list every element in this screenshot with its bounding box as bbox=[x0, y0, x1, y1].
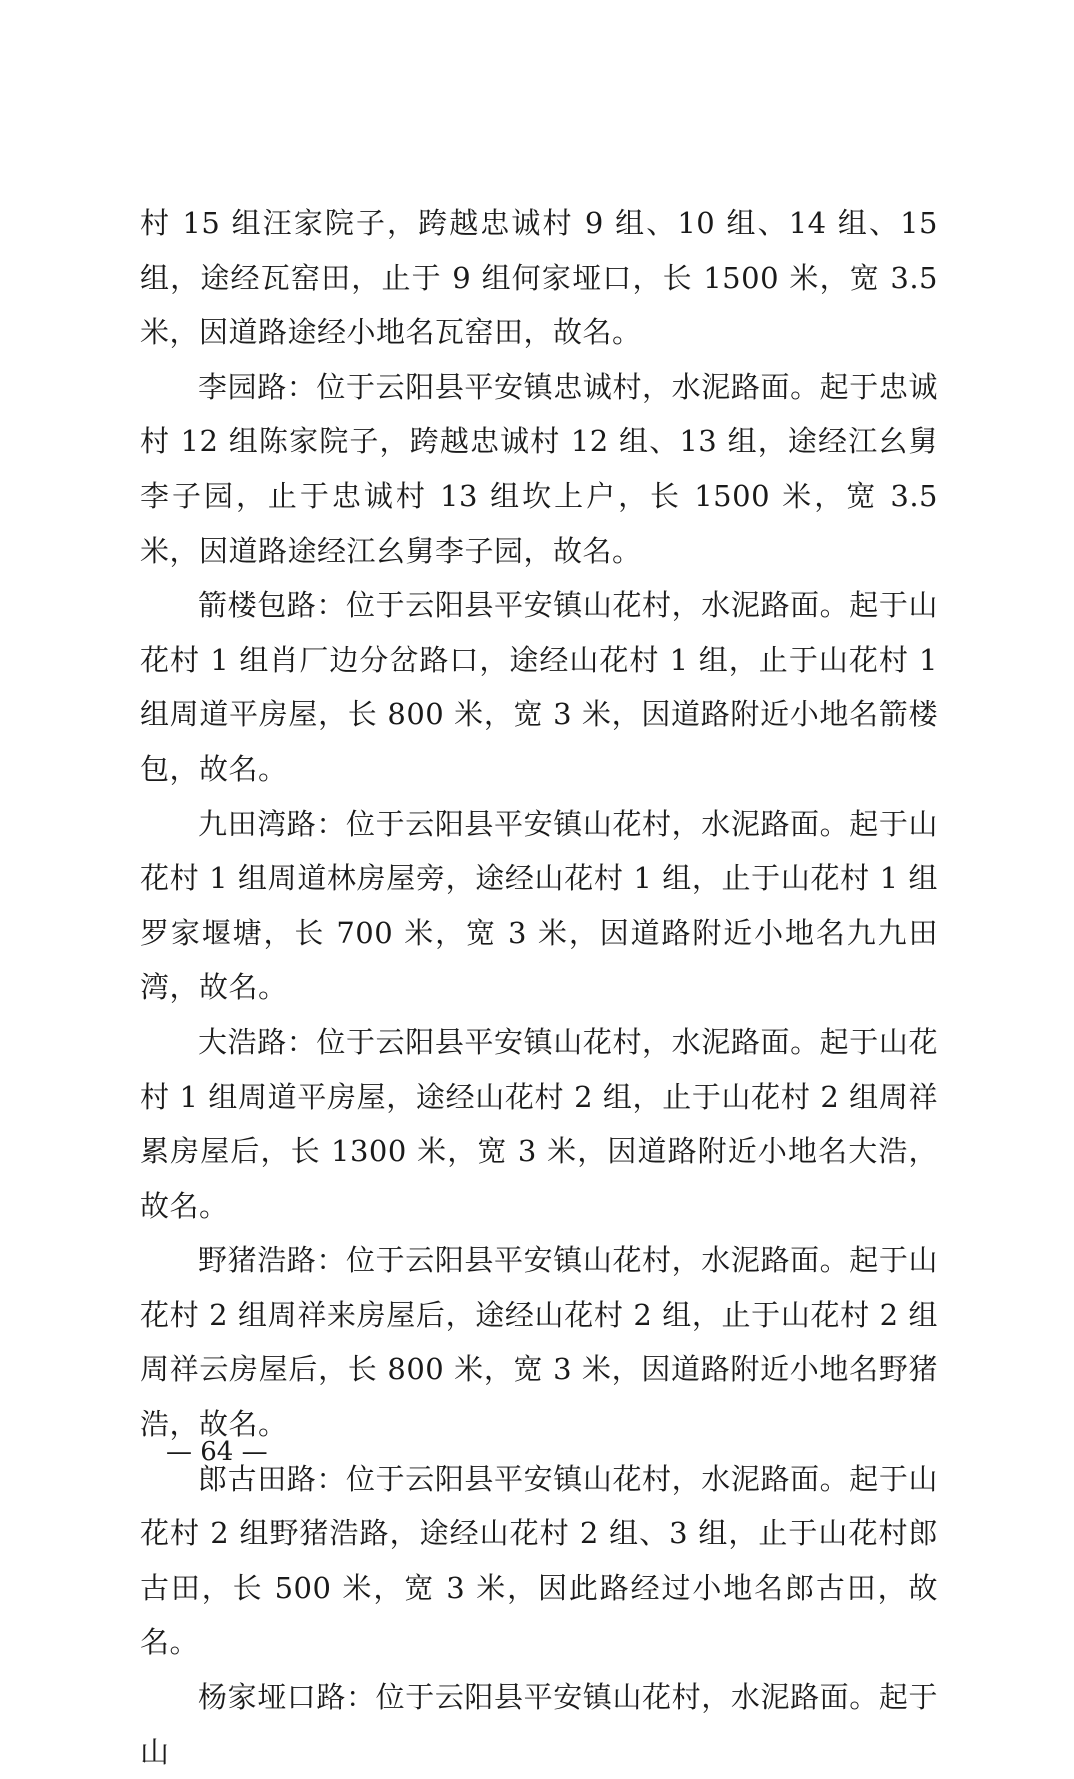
page-number: — 64 — bbox=[166, 1437, 268, 1467]
paragraph-continuation: 村 15 组汪家院子，跨越忠诚村 9 组、10 组、14 组、15 组，途经瓦窑田，止于 9 组何家垭口，长 1500 米，宽 3.5 米，因道路途经小地名瓦窑田，故名。 bbox=[140, 206, 938, 350]
paragraph-da-hao-road: 大浩路：位于云阳县平安镇山花村，水泥路面。起于山花村 1 组周道平房屋，途经山花村 2 组，止于山花村 2 组周祥累房屋后，长 1300 米，宽 3 米，因道路附近小地名大浩，故名。 bbox=[140, 1024, 938, 1223]
paragraph-jiu-tian-wan-road: 九田湾路：位于云阳县平安镇山花村，水泥路面。起于山花村 1 组周道林房屋旁，途经山花村 1 组，止于山花村 1 组罗家堰塘，长 700 米，宽 3 米，因道路附近小地名九九田湾，故名。 bbox=[140, 806, 938, 1005]
paragraph-jian-lou-bao-road: 箭楼包路：位于云阳县平安镇山花村，水泥路面。起于山花村 1 组肖厂边分岔路口，途经山花村 1 组，止于山花村 1 组周道平房屋，长 800 米，宽 3 米，因道路附近小地名箭楼包，故名。 bbox=[140, 588, 938, 786]
paragraph-li-yuan-road: 李园路：位于云阳县平安镇忠诚村，水泥路面。起于忠诚村 12 组陈家院子，跨越忠诚村 12 组、13 组，途经江幺舅李子园，止于忠诚村 13 组坎上户，长 1500 米，宽 3.5 米，因道路途经江幺舅李子园，故名。 bbox=[140, 369, 938, 568]
paragraph-yang-jia-ya-kou-road: 杨家垭口路：位于云阳县平安镇山花村，水泥路面。起于山 bbox=[140, 1680, 938, 1769]
paragraph-lang-gu-tian-road: 郎古田路：位于云阳县平安镇山花村，水泥路面。起于山花村 2 组野猪浩路，途经山花村 2 组、3 组，止于山花村郎古田，长 500 米，宽 3 米，因此路经过小地名郎古田，故名。 bbox=[140, 1461, 938, 1660]
paragraph-ye-zhu-hao-road: 野猪浩路：位于云阳县平安镇山花村，水泥路面。起于山花村 2 组周祥来房屋后，途经山花村 2 组，止于山花村 2 组周祥云房屋后，长 800 米，宽 3 米，因道路附近小地名野猪浩，故名。 bbox=[140, 1243, 938, 1442]
document-body bbox=[140, 196, 938, 1779]
